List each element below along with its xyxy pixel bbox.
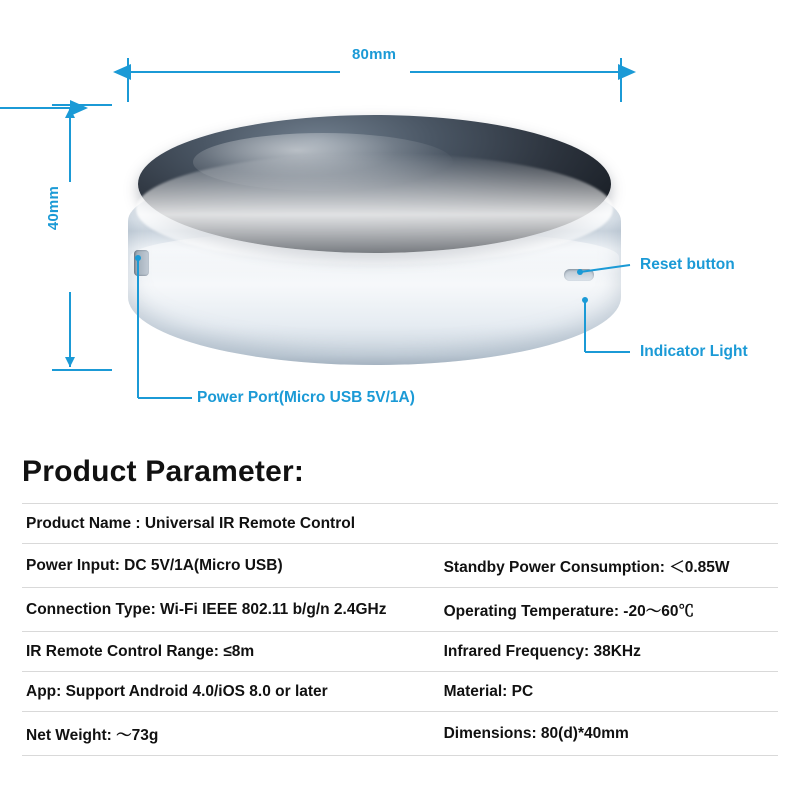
table-row <box>22 588 778 632</box>
param-operating-temperature: Operating Temperature: -20～60℃ <box>443 603 694 620</box>
callout-reset-button: Reset button <box>640 256 735 273</box>
param-standby-power: Standby Power Consumption: ＜0.85W <box>443 559 730 576</box>
micro-usb-port <box>134 250 149 276</box>
param-product-name: Product Name : Universal IR Remote Control <box>26 515 356 532</box>
table-row <box>22 672 778 712</box>
table-row <box>22 504 778 544</box>
param-net-weight: Net Weight: ～73g <box>26 727 159 744</box>
device-top-rim <box>136 153 613 265</box>
table-row <box>22 712 778 756</box>
height-dimension-label: 40mm <box>45 186 62 231</box>
param-ir-range: IR Remote Control Range: ≤8m <box>26 643 255 660</box>
product-parameter-table <box>22 503 778 756</box>
param-infrared-frequency: Infrared Frequency: 38KHz <box>443 643 641 660</box>
width-dimension-label: 80mm <box>352 46 397 63</box>
param-connection-type: Connection Type: Wi-Fi IEEE 802.11 b/g/n 2.4GHz <box>26 601 387 618</box>
callout-indicator-light: Indicator Light <box>640 343 748 360</box>
param-app-support: App: Support Android 4.0/iOS 8.0 or later <box>26 683 328 700</box>
param-material: Material: PC <box>443 683 534 700</box>
product-parameter-title: Product Parameter: <box>22 455 305 488</box>
param-dimensions: Dimensions: 80(d)*40mm <box>443 725 629 742</box>
reset-button-slot <box>564 269 594 281</box>
callout-power-port: Power Port(Micro USB 5V/1A) <box>197 389 415 406</box>
table-row <box>22 632 778 672</box>
device-illustration <box>128 105 621 370</box>
param-power-input: Power Input: DC 5V/1A(Micro USB) <box>26 557 283 574</box>
table-row <box>22 544 778 588</box>
